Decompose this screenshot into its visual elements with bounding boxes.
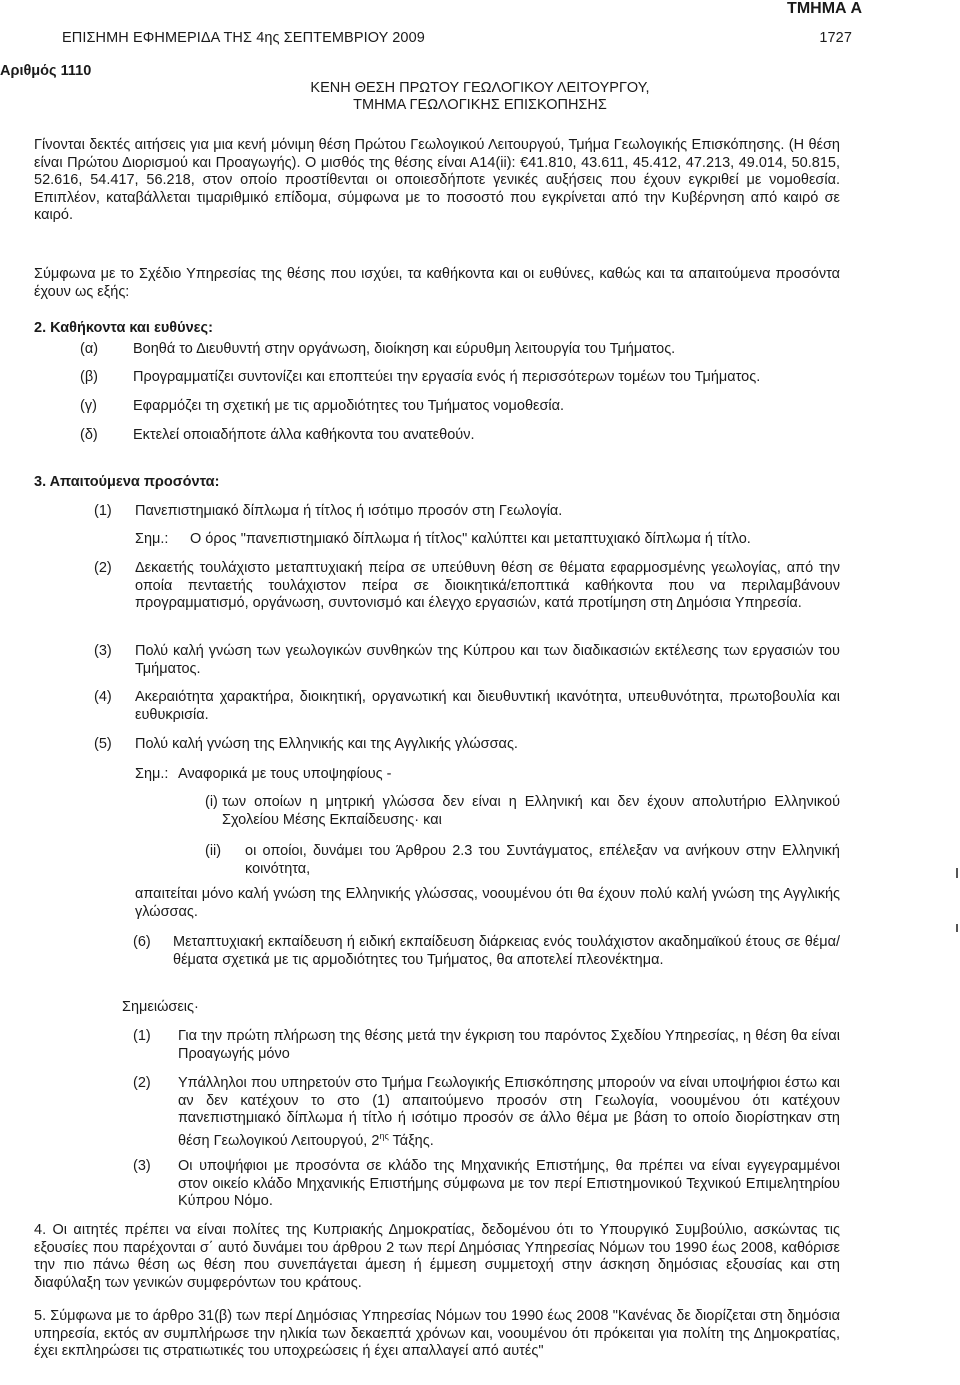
- note-label: Σημ.:: [135, 531, 169, 547]
- note-item-label: (2): [133, 1075, 151, 1091]
- notice-title: [0, 80, 960, 114]
- note-item-label: (3): [133, 1158, 151, 1174]
- ordinal-suffix: ης: [379, 1130, 389, 1141]
- duty-item: Προγραμματίζει συντονίζει και εποπτεύει την εργασία ενός ή περισσότερων τομέων του Τμήματος.: [133, 369, 761, 385]
- qualification-label: (4): [94, 689, 112, 705]
- qualification-label: (5): [94, 736, 112, 752]
- duty-label: (α): [80, 341, 99, 357]
- qualification-note: Αναφορικά με τους υποψηφίους -: [178, 766, 392, 782]
- qualification-item: Ακεραιότητα χαρακτήρα, διοικητική, οργανωτική και διευθυντική ικανότητα, υπευθυνότητα, πρωτοβουλία και ευθυκρισία.: [135, 689, 840, 723]
- section-label: ΤΜΗΜΑ Α: [787, 0, 862, 17]
- duty-item: Εφαρμόζει τη σχετική με τις αρμοδιότητες του Τμήματος νομοθεσία.: [133, 398, 565, 414]
- notice-title-line-2: ΤΜΗΜΑ ΓΕΩΛΟΓΙΚΗΣ ΕΠΙΣΚΟΠΗΣΗΣ: [353, 97, 607, 113]
- duty-item: Εκτελεί οποιαδήποτε άλλα καθήκοντα του ανατεθούν.: [133, 427, 475, 443]
- notice-title-line-1: ΚΕΝΗ ΘΕΣΗ ΠΡΩΤΟΥ ΓΕΩΛΟΓΙΚΟΥ ΛΕΙΤΟΥΡΓΟΥ,: [310, 80, 650, 96]
- note-item-label: (1): [133, 1028, 151, 1044]
- qualification-item: Δεκαετής τουλάχιστο μεταπτυχιακή πείρα σε υπεύθυνη θέση σε θέματα εφαρμοσμένης γεωλογίας, από την οποία πενταετής τουλάχιστον πείρα σε διοικητικά/εποπτικά καθήκοντα που να περιλαμβάνουν προγραμματισμό, οργάνωση, συντονισμό και έλεγχο εργασιών, κατά προτίμηση στη Δημόσια Υπηρεσία.: [135, 560, 840, 611]
- sub-item-label: (i): [205, 794, 218, 810]
- scheme-intro-paragraph: Σύμφωνα με το Σχέδιο Υπηρεσίας της θέσης που ισχύει, τα καθήκοντα και οι ευθύνες, καθώς και τα απαιτούμενα προσόντα έχουν ως εξής:: [34, 266, 840, 300]
- note-item: Για την πρώτη πλήρωση της θέσης μετά την έγκριση του παρόντος Σχεδίου Υπηρεσίας, η θέση θα είναι Προαγωγής μόνο: [178, 1028, 840, 1062]
- qualification-label: (3): [94, 643, 112, 659]
- qualification-label: (2): [94, 560, 112, 576]
- scan-mark: [956, 868, 958, 878]
- note-text-end: Τάξης.: [388, 1132, 434, 1149]
- scan-mark: [956, 924, 958, 932]
- paragraph-5: 5. Σύμφωνα με το άρθρο 31(β) των περί Δημόσιας Υπηρεσίας Νόμων του 1990 έως 2008 "Κανένας δε διορίζεται στη δημόσια υπηρεσία, εκτός αν συμπλήρωσε την ηλικία των δεκαεπτά χρόνων και, νοουμένου ότι πρόκειται για πολίτη της Δημοκρατίας, έχει εκπληρώσει τις στρατιωτικές του υποχρεώσεις ή έχει απαλλαγεί από αυτές": [34, 1308, 840, 1359]
- note-item: Οι υποψήφιοι με προσόντα σε κλάδο της Μηχανικής Επιστήμης, θα πρέπει να είναι εγγεγραμμένοι στον οικείο κλάδο Μηχανικής Επιστήμης σύμφωνα με τον περί Επιστημονικού Τεχνικού Επιμελητηρίου Κύπρου Νόμο.: [178, 1158, 840, 1209]
- running-header: ΕΠΙΣΗΜΗ ΕΦΗΜΕΡΙΔΑ ΤΗΣ 4ης ΣΕΠΤΕΜΒΡΙΟΥ 2009: [62, 30, 425, 46]
- sub-item: οι οποίοι, δυνάμει του Άρθρου 2.3 του Συντάγματος, επέλεξαν να ανήκουν στην Ελληνική κοινότητα,: [245, 843, 840, 877]
- note-label: Σημ.:: [135, 766, 169, 782]
- note-item: [178, 1075, 840, 1150]
- duties-heading: 2. Καθήκοντα και ευθύνες:: [34, 320, 213, 336]
- qualification-conclusion: απαιτείται μόνο καλή γνώση της Ελληνικής γλώσσας, νοουμένου ότι θα έχουν πολύ καλή γνώση της Αγγλικής γλώσσας.: [135, 886, 840, 920]
- duty-item: Βοηθά το Διευθυντή στην οργάνωση, διοίκηση και εύρυθμη λειτουργία του Τμήματος.: [133, 341, 676, 357]
- qualification-item: Πολύ καλή γνώση της Ελληνικής και της Αγγλικής γλώσσας.: [135, 736, 518, 752]
- notes-heading: Σημειώσεις·: [122, 999, 199, 1015]
- duty-label: (β): [80, 369, 98, 385]
- notice-number: Αριθμός 1110: [0, 63, 92, 79]
- intro-paragraph: Γίνονται δεκτές αιτήσεις για μια κενή μόνιμη θέση Πρώτου Γεωλογικού Λειτουργού, Τμήμα Γεωλογικής Επισκόπησης. (Η θέση είναι Πρώτου Διορισμού και Προαγωγής). Ο μισθός της θέσης είναι Α14(ii): €41.810, 43.611, 45.412, 47.213, 49.014, 50.815, 52.616, 54.417, 56.218, στον οποίο προστίθενται οι οποιεσδήποτε γενικές αυξήσεις που έχουν εγκριθεί με νομοθεσία. Επιπλέον, καταβάλλεται τιμαριθμικό επίδομα, σύμφωνα με το ποσοστό που εγκρίνεται από την Κυβέρνηση από καιρό σε καιρό.: [34, 137, 840, 223]
- qualification-label: (1): [94, 503, 112, 519]
- qualifications-heading: 3. Απαιτούμενα προσόντα:: [34, 474, 220, 490]
- note-text: Υπάλληλοι που υπηρετούν στο Τμήμα Γεωλογικής Επισκόπησης μπορούν να είναι υποψήφιοι έστω και αν δεν κατέχουν το στο (1) απαιτούμενο προσόν στη Γεωλογία, νοουμένου ότι κατέχουν πανεπιστημιακό δίπλωμα ή τίτλο ή ισότιμο προσόν σε άλλο θέμα με βάση το οποίο διορίστηκαν στη θέση Γεωλογικού Λειτουργού, 2: [178, 1075, 840, 1149]
- qualification-item: Πανεπιστημιακό δίπλωμα ή τίτλος ή ισότιμο προσόν στη Γεωλογία.: [135, 503, 563, 519]
- qualification-item: Μεταπτυχιακή εκπαίδευση ή ειδική εκπαίδευση διάρκειας ενός τουλάχιστον ακαδημαϊκού έτους σε θέμα/θέματα σχετικά με τις αρμοδιότητες του Τμήματος, θα αποτελεί πλεονέκτημα.: [173, 934, 840, 968]
- page-number: 1727: [819, 30, 852, 46]
- qualification-label: (6): [133, 934, 151, 950]
- duty-label: (γ): [80, 398, 97, 414]
- sub-item-label: (ii): [205, 843, 222, 859]
- paragraph-4: 4. Οι αιτητές πρέπει να είναι πολίτες της Κυπριακής Δημοκρατίας, δεδομένου ότι το Υπουργικό Συμβούλιο, ασκώντας τις εξουσίες που παρέχονται σ΄ αυτό δυνάμει του άρθρου 2 των περί Δημόσιας Υπηρεσίας Νόμων του 1990 έως 2008, καθόρισε την πιο πάνω θέση ως θέση που συνεπάγεται άμεση ή έμμεση συμμετοχή στην άσκηση δημόσιας εξουσίας και στη διαφύλαξη των γενικών συμφερόντων του κράτους.: [34, 1222, 840, 1291]
- qualification-item: Πολύ καλή γνώση των γεωλογικών συνθηκών της Κύπρου και των διαδικασιών εκτέλεσης των εργασιών του Τμήματος.: [135, 643, 840, 677]
- sub-item: των οποίων η μητρική γλώσσα δεν είναι η Ελληνική και δεν έχουν απολυτήριο Ελληνικού Σχολείου Μέσης Εκπαίδευσης· και: [222, 794, 840, 828]
- qualification-note: Ο όρος "πανεπιστημιακό δίπλωμα ή τίτλος" καλύπτει και μεταπτυχιακό δίπλωμα ή τίτλο.: [190, 531, 751, 547]
- duty-label: (δ): [80, 427, 98, 443]
